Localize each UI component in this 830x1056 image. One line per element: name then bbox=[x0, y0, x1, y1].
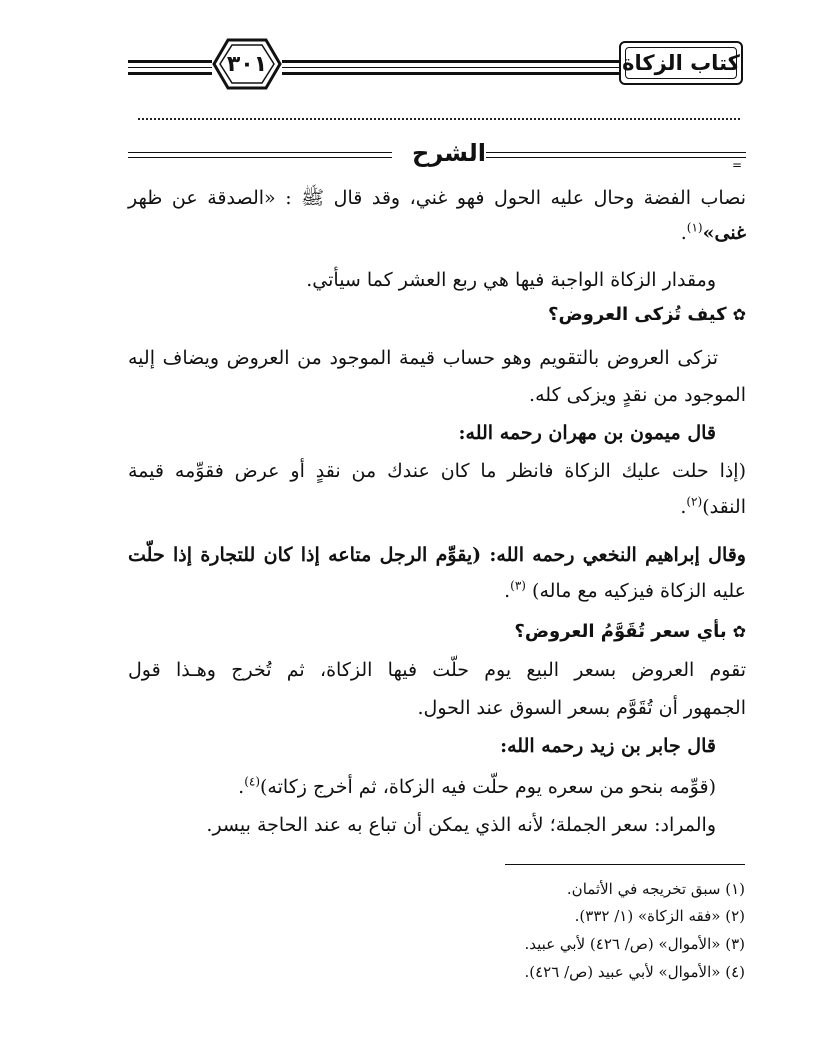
text-line bbox=[128, 693, 746, 723]
quote-attribution bbox=[128, 731, 746, 761]
text-line-content: تزكى العروض بالتقويم وهو حساب قيمة الموجود من العروض ويضاف إليه bbox=[128, 347, 718, 369]
text-line-content: تقوم العروض بسعر البيع يوم حلّت فيها الزكاة، ثم تُخرج وهـذا قول bbox=[128, 659, 746, 681]
section-rule-right bbox=[486, 152, 746, 158]
section-rule-left bbox=[128, 152, 392, 158]
text-line: النقد)$^{(٢)}$. bbox=[680, 494, 746, 518]
header-rule-top-right bbox=[282, 60, 620, 63]
text-line-content: (إذا حلت عليك الزكاة فانظر ما كان عندك من نقدٍ أو عرض فقوِّمه قيمة bbox=[128, 460, 746, 482]
flower-icon: ✿ bbox=[732, 622, 746, 641]
quote-attribution bbox=[128, 418, 746, 448]
text-line-content: الجمهور أن تُقَوَّم بسعر السوق عند الحول. bbox=[417, 697, 746, 719]
text-line-content: والمراد: سعر الجملة؛ لأنه الذي يمكن أن تباع به عند الحاجة بيسر. bbox=[206, 814, 716, 836]
footnote-ref: (٢) bbox=[686, 494, 703, 509]
text-line-content: الموجود من نقدٍ ويزكى كله. bbox=[529, 384, 746, 406]
text-line-content: نصاب الفضة وحال عليه الحول فهو غني، وقد قال ﷺ : «الصدقة عن ظهر bbox=[128, 187, 746, 209]
text-line bbox=[128, 456, 746, 486]
page-number-badge bbox=[204, 36, 290, 92]
quote-speaker: قال ميمون بن مهران رحمه الله: bbox=[458, 422, 716, 444]
footnote: (٢) «فقه الزكاة» (١/ ٣٣٢). bbox=[574, 907, 745, 925]
equals-mark: = bbox=[732, 158, 743, 172]
text-line-content: (قوِّمه بنحو من سعره يوم حلّت فيه الزكاة، ثم أخرج زكاته) bbox=[260, 776, 716, 798]
dotted-separator bbox=[138, 118, 740, 120]
subheading-text: كيف تُزكى العروض؟ bbox=[548, 304, 727, 325]
footnote-separator bbox=[505, 864, 745, 865]
text-line-content: عليه الزكاة فيزكيه مع ماله) bbox=[532, 580, 746, 602]
text-line: غنى»$^{(١)}$. bbox=[680, 220, 746, 244]
footnote: (٤) «الأموال» لأبي عبيد (ص/ ٤٢٦). bbox=[524, 963, 745, 981]
footnote: (١) سبق تخريجه في الأثمان. bbox=[566, 880, 745, 898]
text-line bbox=[128, 183, 746, 213]
footnote-ref: (١) bbox=[686, 220, 703, 235]
hadith-quote: غنى» bbox=[702, 222, 746, 244]
header-rule-mid bbox=[128, 67, 212, 68]
book-title-box bbox=[619, 41, 743, 85]
header-rule-top bbox=[128, 60, 212, 63]
page-number: ٣٠١ bbox=[226, 51, 268, 77]
header-rule-bottom-right bbox=[282, 72, 620, 75]
text-line bbox=[128, 265, 746, 295]
text-line bbox=[128, 380, 746, 410]
header-rule-bottom bbox=[128, 72, 212, 75]
quote-speaker: قال جابر بن زيد رحمه الله: bbox=[500, 735, 716, 757]
text-line-content: النقد) bbox=[702, 496, 746, 518]
flower-icon: ✿ bbox=[732, 305, 746, 324]
section-title: الشرح bbox=[412, 139, 486, 167]
book-title: كتاب الزكاة bbox=[622, 51, 740, 75]
subheading bbox=[128, 616, 746, 647]
text-line: (قوِّمه بنحو من سعره يوم حلّت فيه الزكاة، ثم أخرج زكاته)$^{(٤)}$. bbox=[238, 774, 716, 798]
footnote-ref: (٤) bbox=[244, 774, 261, 789]
text-line bbox=[128, 810, 746, 840]
subheading bbox=[128, 299, 746, 330]
text-line: عليه الزكاة فيزكيه مع ماله) $^{(٣)}$. bbox=[504, 578, 746, 602]
text-line bbox=[128, 655, 746, 685]
text-line-content: وقال إبراهيم النخعي رحمه الله: (يقوِّم الرجل متاعه إذا كان للتجارة إذا حلّت bbox=[128, 544, 746, 566]
footnote: (٣) «الأموال» (ص/ ٤٢٦) لأبي عبيد. bbox=[524, 935, 745, 953]
footnote-ref: (٣) bbox=[510, 578, 526, 593]
text-line bbox=[128, 540, 746, 570]
text-line-content: ومقدار الزكاة الواجبة فيها هي ربع العشر كما سيأتي. bbox=[306, 269, 716, 291]
text-line bbox=[128, 343, 746, 373]
subheading-text: بأي سعر تُقَوَّمُ العروض؟ bbox=[514, 621, 727, 642]
header-rule-mid-right bbox=[282, 67, 620, 68]
